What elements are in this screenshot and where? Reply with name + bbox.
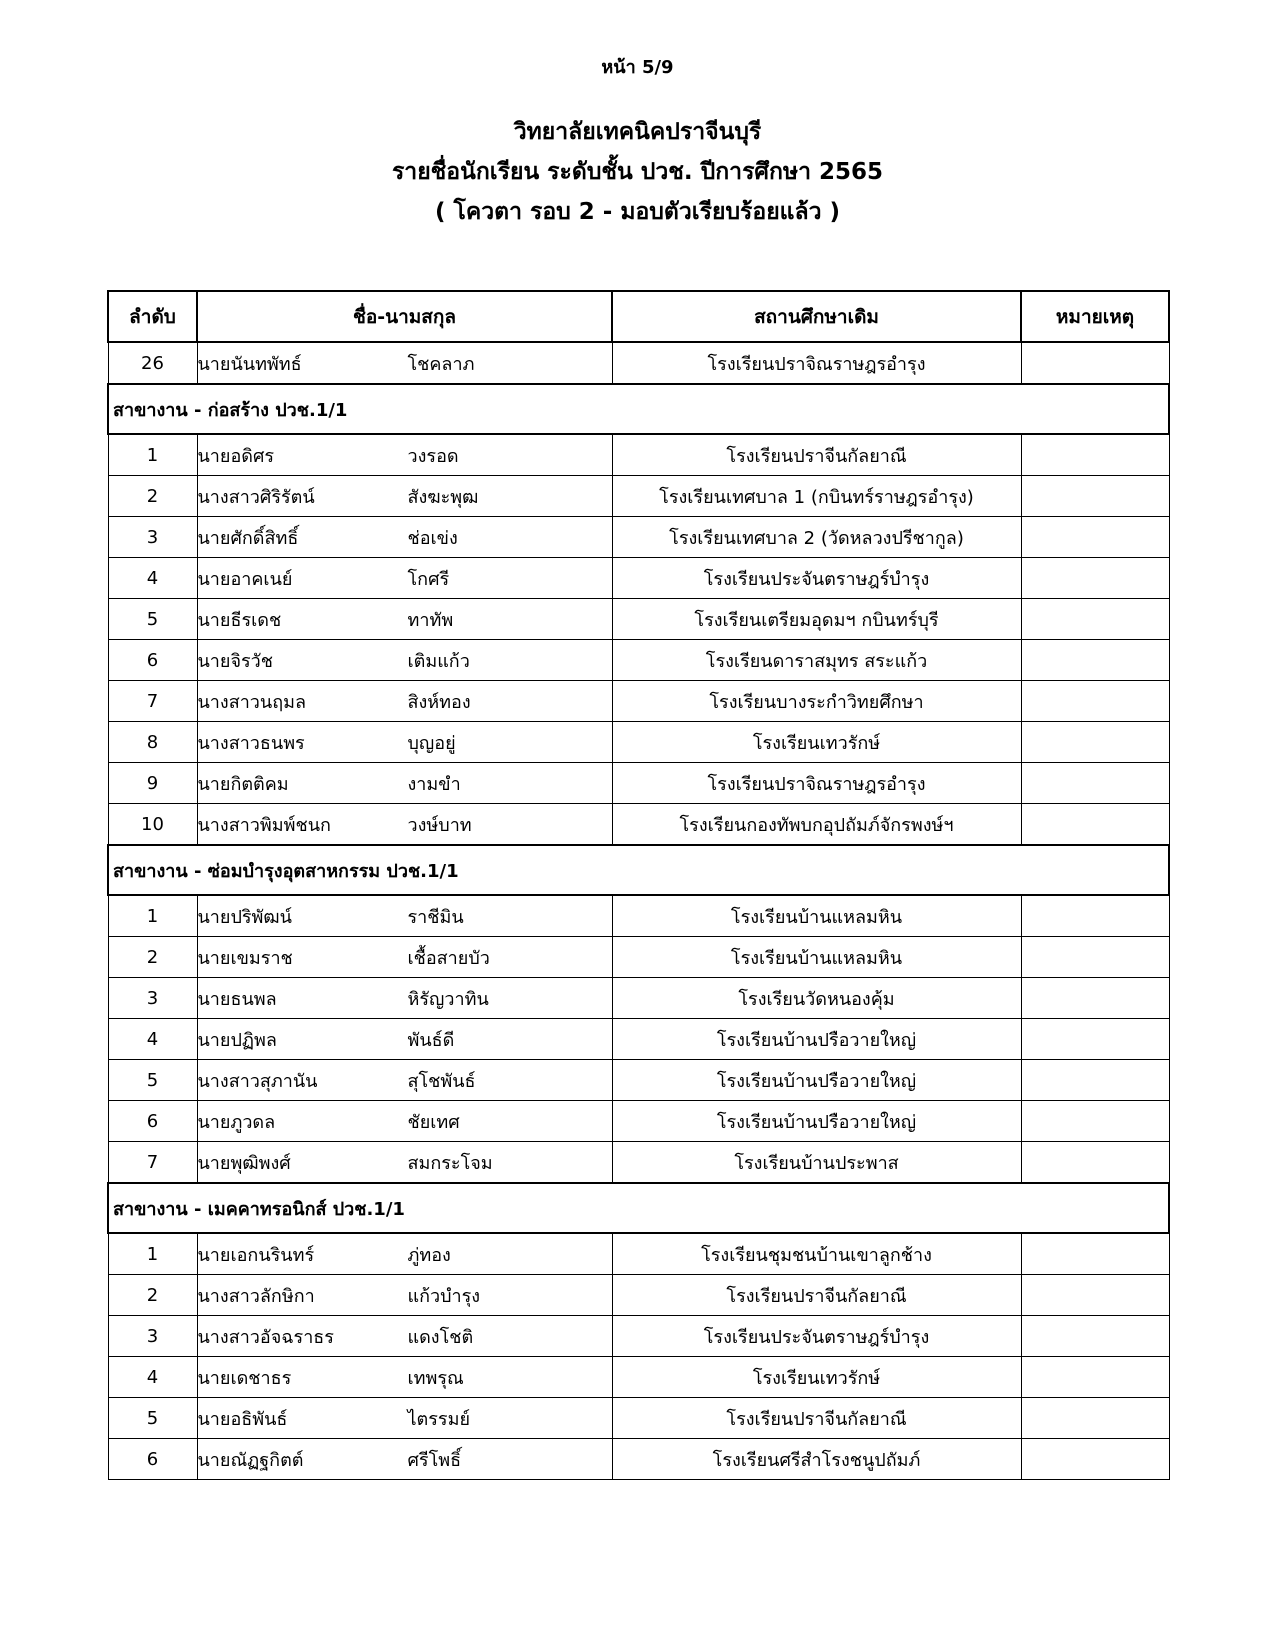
last-name: ชัยเทศ — [407, 1111, 460, 1133]
order-cell: 26 — [108, 342, 197, 384]
first-name: นายธีรเดช — [197, 609, 282, 631]
school-cell: โรงเรียนปราจีนกัลยาณี — [612, 1398, 1021, 1439]
table-row — [108, 1233, 1169, 1275]
first-name: นายเขมราช — [197, 947, 293, 969]
first-name: นายนันทพัทธ์ — [197, 353, 302, 375]
remark-cell — [1021, 1060, 1169, 1101]
remark-cell — [1021, 599, 1169, 640]
name-cell — [197, 1019, 612, 1060]
remark-cell — [1021, 640, 1169, 681]
page-number: หน้า 5/9 — [601, 57, 674, 78]
first-name: นายภูวดล — [197, 1111, 276, 1133]
order-cell: 3 — [108, 517, 197, 558]
order-cell: 2 — [108, 1275, 197, 1316]
order-cell: 4 — [108, 558, 197, 599]
first-name: นายปริพัฒน์ — [197, 906, 292, 928]
order-cell: 1 — [108, 1233, 197, 1275]
first-name: นางสาวอัจฉราธร — [197, 1326, 334, 1348]
name-cell — [197, 804, 612, 846]
first-name: นายศักดิ์สิทธิ์ — [197, 527, 299, 549]
table-row — [108, 1060, 1169, 1101]
school-cell: โรงเรียนบ้านแหลมหิน — [612, 895, 1021, 937]
order-cell: 6 — [108, 1439, 197, 1480]
school-cell: โรงเรียนบางระกำวิทยศึกษา — [612, 681, 1021, 722]
table-row — [108, 1275, 1169, 1316]
order-cell: 3 — [108, 1316, 197, 1357]
remark-cell — [1021, 681, 1169, 722]
section-header-row — [108, 1183, 1169, 1233]
last-name: เติมแก้ว — [407, 650, 470, 672]
remark-cell — [1021, 722, 1169, 763]
first-name: นางสาวพิมพ์ชนก — [197, 814, 331, 836]
order-cell: 6 — [108, 1101, 197, 1142]
order-cell: 2 — [108, 476, 197, 517]
last-name: เชื้อสายบัว — [407, 947, 490, 969]
name-cell — [197, 937, 612, 978]
first-name: นางสาวลักษิกา — [197, 1285, 315, 1307]
document-title-block — [0, 112, 1275, 232]
last-name: งามขำ — [407, 773, 461, 795]
table-row — [108, 1439, 1169, 1480]
school-cell: โรงเรียนเตรียมอุดมฯ กบินทร์บุรี — [612, 599, 1021, 640]
school-cell: โรงเรียนบ้านปรือวายใหญ่ — [612, 1060, 1021, 1101]
remark-cell — [1021, 804, 1169, 846]
order-cell: 6 — [108, 640, 197, 681]
name-cell — [197, 517, 612, 558]
first-name: นายจิรวัช — [197, 650, 273, 672]
last-name: สิงห์ทอง — [407, 691, 471, 713]
last-name: ช่อเข่ง — [407, 527, 458, 549]
table-row — [108, 1101, 1169, 1142]
school-cell: โรงเรียนดาราสมุทร สระแก้ว — [612, 640, 1021, 681]
header-remark: หมายเหตุ — [1021, 291, 1169, 342]
table-row — [108, 342, 1169, 384]
order-cell: 4 — [108, 1019, 197, 1060]
first-name: นายพุฒิพงศ์ — [197, 1152, 291, 1174]
order-cell: 5 — [108, 1060, 197, 1101]
name-cell — [197, 434, 612, 476]
order-cell: 3 — [108, 978, 197, 1019]
school-cell: โรงเรียนบ้านแหลมหิน — [612, 937, 1021, 978]
first-name: นายกิตติคม — [197, 773, 289, 795]
last-name: วงรอด — [407, 445, 459, 467]
first-name: นางสาวธนพร — [197, 732, 305, 754]
table-row — [108, 681, 1169, 722]
table-row — [108, 763, 1169, 804]
last-name: ไตรรมย์ — [407, 1408, 470, 1430]
remark-cell — [1021, 763, 1169, 804]
section-title: สาขางาน - ซ่อมบำรุงอุตสาหกรรม ปวช.1/1 — [108, 845, 1169, 895]
school-cell: โรงเรียนกองทัพบกอุปถัมภ์จักรพงษ์ฯ — [612, 804, 1021, 846]
first-name: นายเอกนรินทร์ — [197, 1244, 315, 1266]
order-cell: 1 — [108, 434, 197, 476]
order-cell: 2 — [108, 937, 197, 978]
remark-cell — [1021, 1316, 1169, 1357]
name-cell — [197, 1357, 612, 1398]
first-name: นายปฏิพล — [197, 1029, 277, 1051]
section-header-row — [108, 845, 1169, 895]
school-cell: โรงเรียนประจันตราษฎร์บำรุง — [612, 1316, 1021, 1357]
name-cell — [197, 1275, 612, 1316]
section-header-row — [108, 384, 1169, 434]
last-name: หิรัญวาทิน — [407, 988, 489, 1010]
remark-cell — [1021, 558, 1169, 599]
table-row — [108, 599, 1169, 640]
school-cell: โรงเรียนปราจีนกัลยาณี — [612, 1275, 1021, 1316]
remark-cell — [1021, 434, 1169, 476]
header-name: ชื่อ-นามสกุล — [197, 291, 612, 342]
order-cell: 5 — [108, 1398, 197, 1439]
last-name: บุญอยู่ — [407, 732, 456, 754]
school-cell: โรงเรียนเทวรักษ์ — [612, 1357, 1021, 1398]
name-cell — [197, 1060, 612, 1101]
last-name: ภู่ทอง — [407, 1244, 451, 1266]
remark-cell — [1021, 1233, 1169, 1275]
remark-cell — [1021, 1142, 1169, 1184]
first-name: นางสาวสุภานัน — [197, 1070, 318, 1092]
order-cell: 7 — [108, 1142, 197, 1184]
school-cell: โรงเรียนเทศบาล 1 (กบินทร์ราษฎรอำรุง) — [612, 476, 1021, 517]
name-cell — [197, 681, 612, 722]
table-row — [108, 804, 1169, 846]
last-name: ราชีมิน — [407, 906, 464, 928]
table-row — [108, 1316, 1169, 1357]
header-order: ลำดับ — [108, 291, 197, 342]
table-row — [108, 1357, 1169, 1398]
name-cell — [197, 1398, 612, 1439]
order-cell: 8 — [108, 722, 197, 763]
school-cell: โรงเรียนเทวรักษ์ — [612, 722, 1021, 763]
last-name: พันธ์ดี — [407, 1029, 455, 1051]
first-name: นายอดิศร — [197, 445, 275, 467]
school-cell: โรงเรียนปราจีนกัลยาณี — [612, 434, 1021, 476]
table-row — [108, 1142, 1169, 1184]
quota-subtitle: ( โควตา รอบ 2 - มอบตัวเรียบร้อยแล้ว ) — [434, 199, 841, 225]
last-name: เทพรุณ — [407, 1367, 464, 1389]
table-row — [108, 1019, 1169, 1060]
last-name: ทาทัพ — [407, 609, 454, 631]
school-cell: โรงเรียนบ้านประพาส — [612, 1142, 1021, 1184]
name-cell — [197, 1142, 612, 1184]
name-cell — [197, 640, 612, 681]
first-name: นางสาวนฤมล — [197, 691, 307, 713]
name-cell — [197, 978, 612, 1019]
name-cell — [197, 558, 612, 599]
last-name: สมกระโจม — [407, 1152, 493, 1174]
table-row — [108, 434, 1169, 476]
order-cell: 10 — [108, 804, 197, 846]
name-cell — [197, 476, 612, 517]
section-title: สาขางาน - ก่อสร้าง ปวช.1/1 — [108, 384, 1169, 434]
school-cell: โรงเรียนปราจิณราษฎรอำรุง — [612, 763, 1021, 804]
first-name: นายอธิพันธ์ — [197, 1408, 288, 1430]
table-row — [108, 517, 1169, 558]
first-name: นางสาวศิริรัตน์ — [197, 486, 315, 508]
name-cell — [197, 895, 612, 937]
table-header-row — [108, 291, 1169, 342]
school-cell: โรงเรียนชุมชนบ้านเขาลูกช้าง — [612, 1233, 1021, 1275]
last-name: แก้วบำรุง — [407, 1285, 481, 1307]
name-cell — [197, 1439, 612, 1480]
order-cell: 7 — [108, 681, 197, 722]
last-name: โชคลาภ — [407, 353, 475, 375]
section-title: สาขางาน - เมคคาทรอนิกส์ ปวช.1/1 — [108, 1183, 1169, 1233]
first-name: นายณัฏฐกิตต์ — [197, 1449, 304, 1471]
last-name: สังฆะพุฒ — [407, 486, 479, 508]
table-row — [108, 895, 1169, 937]
school-cell: โรงเรียนศรีสำโรงชนูปถัมภ์ — [612, 1439, 1021, 1480]
remark-cell — [1021, 1275, 1169, 1316]
college-name: วิทยาลัยเทคนิคปราจีนบุรี — [513, 119, 762, 145]
name-cell — [197, 1316, 612, 1357]
table-row — [108, 558, 1169, 599]
first-name: นายเดชาธร — [197, 1367, 292, 1389]
remark-cell — [1021, 476, 1169, 517]
student-roster-table — [107, 290, 1170, 1480]
school-cell: โรงเรียนประจันตราษฎร์บำรุง — [612, 558, 1021, 599]
school-cell: โรงเรียนเทศบาล 2 (วัดหลวงปรีชากูล) — [612, 517, 1021, 558]
table-row — [108, 722, 1169, 763]
order-cell: 4 — [108, 1357, 197, 1398]
first-name: นายธนพล — [197, 988, 277, 1010]
order-cell: 1 — [108, 895, 197, 937]
order-cell: 5 — [108, 599, 197, 640]
roster-body — [108, 342, 1169, 1480]
header-school: สถานศึกษาเดิม — [612, 291, 1021, 342]
name-cell — [197, 1101, 612, 1142]
school-cell: โรงเรียนปราจิณราษฎรอำรุง — [612, 342, 1021, 384]
last-name: โกศรี — [407, 568, 450, 590]
last-name: ศรีโพธิ์ — [407, 1449, 462, 1471]
last-name: แดงโชติ — [407, 1326, 474, 1348]
last-name: สุโชพันธ์ — [407, 1070, 476, 1092]
remark-cell — [1021, 937, 1169, 978]
remark-cell — [1021, 895, 1169, 937]
remark-cell — [1021, 517, 1169, 558]
remark-cell — [1021, 1101, 1169, 1142]
school-cell: โรงเรียนวัดหนองคุ้ม — [612, 978, 1021, 1019]
table-row — [108, 476, 1169, 517]
table-row — [108, 978, 1169, 1019]
name-cell — [197, 1233, 612, 1275]
remark-cell — [1021, 342, 1169, 384]
remark-cell — [1021, 1357, 1169, 1398]
first-name: นายอาคเนย์ — [197, 568, 293, 590]
name-cell — [197, 722, 612, 763]
name-cell — [197, 599, 612, 640]
school-cell: โรงเรียนบ้านปรือวายใหญ่ — [612, 1019, 1021, 1060]
table-row — [108, 937, 1169, 978]
school-cell: โรงเรียนบ้านปรือวายใหญ่ — [612, 1101, 1021, 1142]
order-cell: 9 — [108, 763, 197, 804]
remark-cell — [1021, 1439, 1169, 1480]
table-row — [108, 640, 1169, 681]
list-title: รายชื่อนักเรียน ระดับชั้น ปวช. ปีการศึกษา 2565 — [391, 159, 884, 185]
remark-cell — [1021, 978, 1169, 1019]
table-row — [108, 1398, 1169, 1439]
name-cell — [197, 763, 612, 804]
remark-cell — [1021, 1019, 1169, 1060]
remark-cell — [1021, 1398, 1169, 1439]
name-cell — [197, 342, 612, 384]
last-name: วงษ์บาท — [407, 814, 472, 836]
